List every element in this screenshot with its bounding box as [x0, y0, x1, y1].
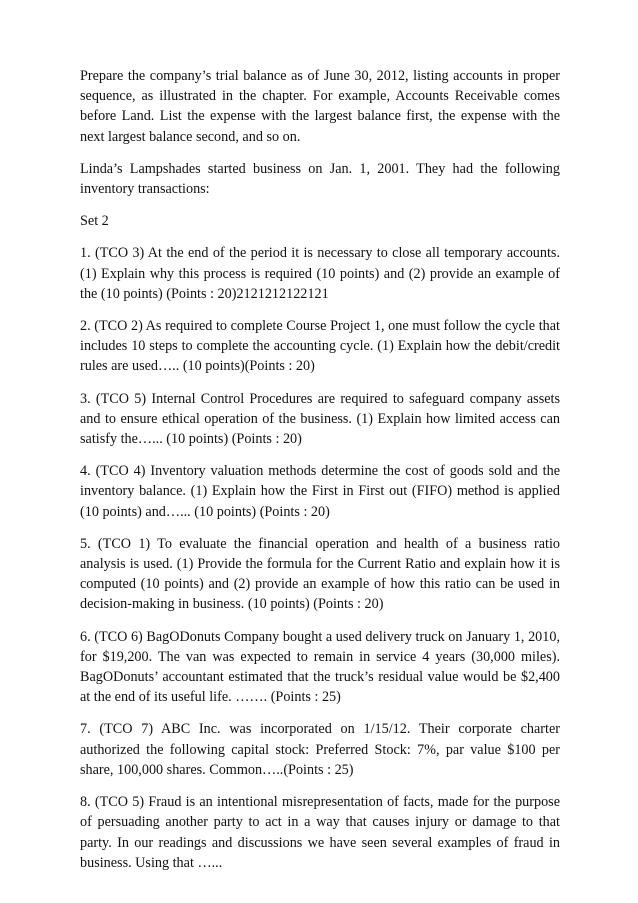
question-4: 4. (TCO 4) Inventory valuation methods determine the cost of goods sold and the inventory balance. (1) Explain how the First in First out (FIFO) method is applied (10 points) and…... (10 points) (Points : 20)	[80, 463, 560, 520]
question-1: 1. (TCO 3) At the end of the period it is necessary to close all temporary accounts. (1) Explain why this process is required (10 points) and (2) provide an example of the (10 points) (Points : 20)2121212122121	[80, 245, 560, 302]
question-2: 2. (TCO 2) As required to complete Course Project 1, one must follow the cycle that includes 10 steps to complete the accounting cycle. (1) Explain how the debit/credit rules are used….. (10 points)(Points : 20)	[80, 318, 560, 375]
question-8: 8. (TCO 5) Fraud is an intentional misrepresentation of facts, made for the purpose of persuading another party to act in a way that causes injury or damage to that party. In our readings and discussions we have seen several examples of fraud in business. Using that …...	[80, 794, 560, 871]
question-3: 3. (TCO 5) Internal Control Procedures are required to safeguard company assets and to ensure ethical operation of the business. (1) Explain how limited access can satisfy the…... (10 points) (Points : 20)	[80, 390, 560, 448]
paragraph-lindas-lampshades: Linda’s Lampshades started business on Jan. 1, 2001. They had the following inventory transactions:	[80, 160, 560, 198]
question-6: 6. (TCO 6) BagODonuts Company bought a used delivery truck on January 1, 2010, for $19,200. The van was expected to remain in service 4 years (30,000 miles). BagODonuts’ accountant estimated that the truck’s residual value would be $2,400 at the end of its useful life. ……. (Points : 25)	[80, 628, 560, 706]
set-heading: Set 2	[80, 213, 109, 230]
document-body	[80, 66, 560, 885]
paragraph-trial-balance-instructions: Prepare the company’s trial balance as of June 30, 2012, listing accounts in proper sequence, as illustrated in the chapter. For example, Accounts Receivable comes before Land. List the expense with the largest balance first, the expense with the next largest balance second, and so on.	[80, 68, 560, 145]
question-5: 5. (TCO 1) To evaluate the financial operation and health of a business ratio analysis is used. (1) Provide the formula for the Current Ratio and explain how it is computed (10 points) and (2) provide an example of how this ratio can be used in decision-making in business. (10 points) (Points : 20)	[80, 535, 560, 613]
question-7: 7. (TCO 7) ABC Inc. was incorporated on 1/15/12. Their corporate charter authorized the following capital stock: Preferred Stock: 7%, par value $100 per share, 100,000 shares. Common…..(Points : 25)	[80, 721, 560, 778]
